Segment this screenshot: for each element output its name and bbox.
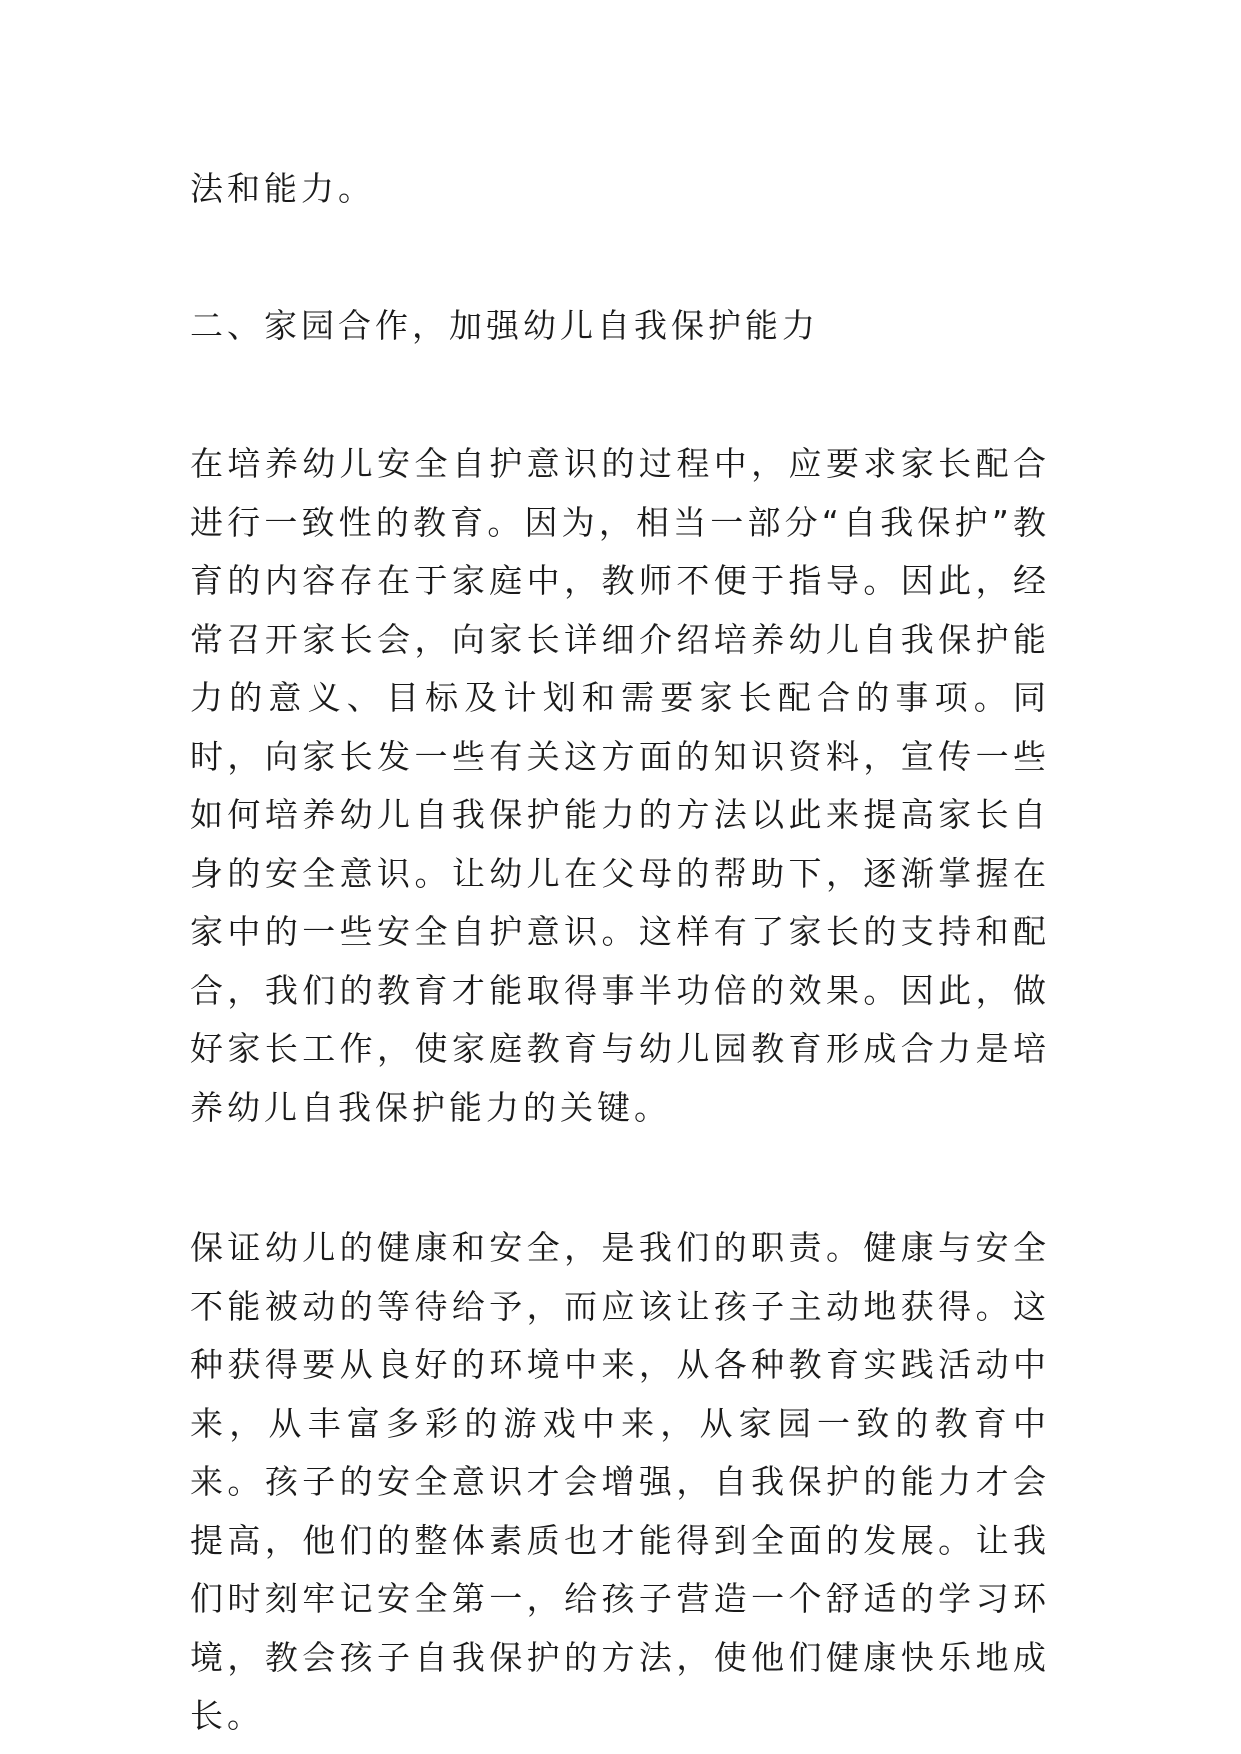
paragraph-home-cooperation: 在培养幼儿安全自护意识的过程中，应要求家长配合进行一致性的教育。因为，相当一部分“自我保护”教育的内容存在于家庭中，教师不便于指导。因此，经常召开家长会，向家长详细介绍培养幼儿自我保护能力的意义、目标及计划和需要家长配合的事项。同时，向家长发一些有关这方面的知识资料，宣传一些如何培养幼儿自我保护能力的方法以此来提高家长自身的安全意识。让幼儿在父母的帮助下，逐渐掌握在家中的一些安全自护意识。这样有了家长的支持和配合，我们的教育才能取得事半功倍的效果。因此，做好家长工作，使家庭教育与幼儿园教育形成合力是培养幼儿自我保护能力的关键。 xyxy=(190,444,1050,1127)
document-body xyxy=(190,160,1050,1746)
section-heading: 二、家园合作，加强幼儿自我保护能力 xyxy=(190,305,819,345)
paragraph-continuation: 法和能力。 xyxy=(190,169,375,208)
paragraph-conclusion: 保证幼儿的健康和安全，是我们的职责。健康与安全不能被动的等待给予，而应该让孩子主动地获得。这种获得要从良好的环境中来，从各种教育实践活动中来，从丰富多彩的游戏中来，从家园一致的教育中来。孩子的安全意识才会增强，自我保护的能力才会提高，他们的整体素质也才能得到全面的发展。让我们时刻牢记安全第一，给孩子营造一个舒适的学习环境，教会孩子自我保护的方法，使他们健康快乐地成长。 xyxy=(190,1228,1050,1735)
